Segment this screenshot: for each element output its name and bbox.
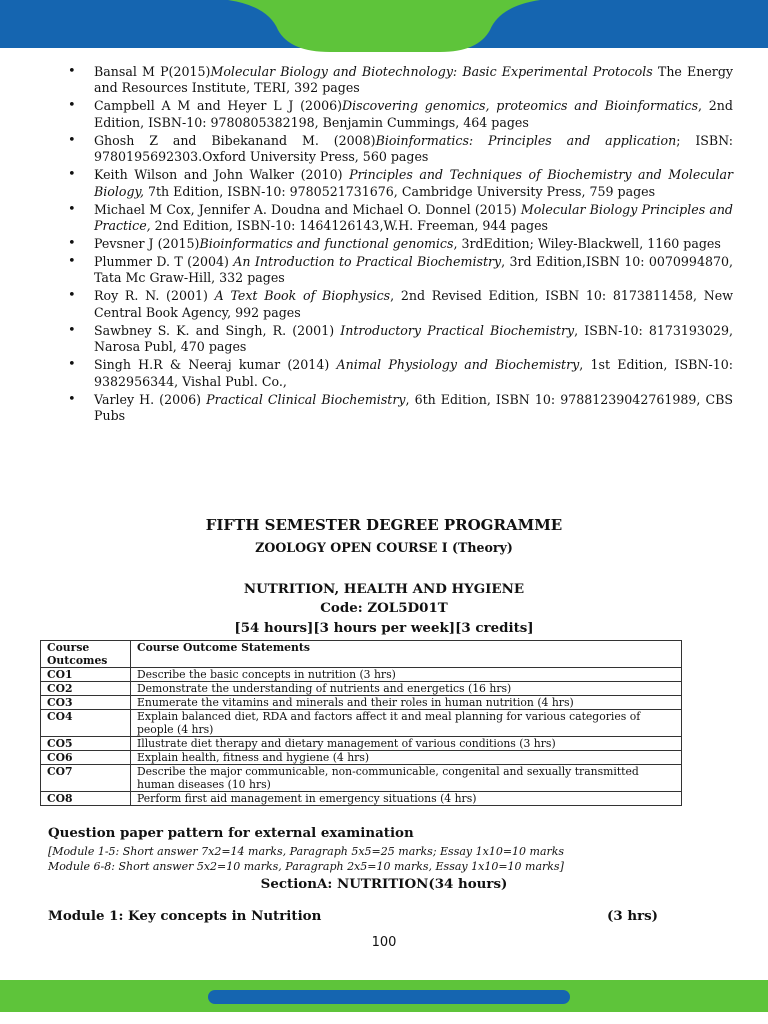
reference-item	[68, 392, 733, 425]
reference-authors: Bansal M P(2015)	[94, 64, 211, 79]
outcome-statement: Explain health, fitness and hygiene (4 hrs)	[131, 751, 682, 765]
reference-authors: Sawbney S. K. and Singh, R. (2001)	[94, 322, 341, 338]
footer-blue-pill	[208, 990, 570, 1004]
outcome-statement: Demonstrate the understanding of nutrients and energetics (16 hrs)	[131, 682, 682, 696]
course-outcomes-table	[40, 640, 682, 806]
table-header-row	[41, 641, 682, 668]
reference-authors: Pevsner J (2015)	[94, 236, 200, 252]
reference-details: The Energy and Resources Institute, TERI, 392 pages	[94, 64, 733, 96]
outcome-statement: Enumerate the vitamins and minerals and their roles in human nutrition (4 hrs)	[131, 696, 682, 710]
reference-title: Discovering genomics, proteomics and Bioinformatics	[342, 98, 699, 114]
reference-authors: Varley H. (2006)	[94, 391, 207, 407]
reference-title: Bioinformatics: Principles and application	[375, 132, 677, 148]
outcome-code: CO8	[41, 792, 131, 806]
reference-authors: Ghosh Z and Bibekanand M. (2008)	[94, 132, 376, 148]
outcome-statement: Describe the basic concepts in nutrition (3 hrs)	[131, 668, 682, 682]
reference-details: , 1st Edition, ISBN-10: 9382956344, Vishal Publ. Co.,	[94, 357, 733, 389]
reference-details: , 2nd Revised Edition, ISBN 10: 8173811458, New Central Book Agency, 992 pages	[94, 288, 733, 320]
reference-item	[68, 357, 733, 390]
reference-item	[68, 323, 733, 356]
reference-title: Principles and Techniques of Biochemistry and Molecular Biology,	[94, 167, 733, 199]
course-code: Code: ZOL5D01T	[320, 600, 448, 616]
reference-details: ; ISBN: 9780195692303.Oxford University Press, 560 pages	[94, 132, 733, 165]
table-row	[41, 792, 682, 806]
outcome-statement: Explain balanced diet, RDA and factors affect it and meal planning for various categories of people (4 hrs)	[131, 710, 682, 737]
reference-title: Bioinformatics and functional genomics	[199, 236, 454, 252]
outcome-code: CO2	[41, 682, 131, 696]
reference-item	[68, 98, 733, 131]
module-heading	[48, 908, 658, 924]
reference-item	[68, 202, 733, 235]
table-row	[41, 668, 682, 682]
footer-banner	[0, 980, 768, 1024]
reference-authors: Michael M Cox, Jennifer A. Doudna and Michael O. Donnel (2015)	[94, 201, 521, 217]
table-header-statements: Course Outcome Statements	[131, 641, 682, 668]
table-row	[41, 710, 682, 737]
table-row	[41, 737, 682, 751]
outcome-code: CO3	[41, 696, 131, 710]
reference-authors: Keith Wilson and John Walker (2010)	[94, 167, 350, 183]
reference-details: , 6th Edition, ISBN 10: 97881239042761989, CBS Pubs	[94, 391, 733, 424]
page-number: 100	[371, 935, 397, 950]
outcome-statement: Describe the major communicable, non-communicable, congenital and sexually transmitted human diseases (10 hrs)	[131, 765, 682, 792]
table-row	[41, 682, 682, 696]
outcome-code: CO6	[41, 751, 131, 765]
programme-heading: FIFTH SEMESTER DEGREE PROGRAMME	[205, 516, 563, 534]
reference-authors: Plummer D. T (2004)	[94, 254, 234, 270]
reference-details: , 3rd Edition,ISBN 10: 0070994870, Tata Mc Graw-Hill, 332 pages	[94, 254, 733, 286]
outcome-code: CO5	[41, 737, 131, 751]
reference-details: 7th Edition, ISBN-10: 9780521731676, Cambridge University Press, 759 pages	[143, 183, 656, 199]
reference-authors: Singh H.R & Neeraj kumar (2014)	[94, 357, 337, 373]
outcome-statement: Illustrate diet therapy and dietary management of various conditions (3 hrs)	[131, 737, 682, 751]
reference-details: , ISBN-10: 8173193029, Narosa Publ, 470 pages	[94, 322, 733, 355]
reference-item	[68, 64, 733, 97]
reference-title: An Introduction to Practical Biochemistry	[233, 254, 502, 270]
reference-authors: Campbell A M and Heyer L J (2006)	[94, 98, 343, 114]
reference-item	[68, 236, 733, 252]
outcome-statement: Perform first aid management in emergency situations (4 hrs)	[131, 792, 682, 806]
outcome-code: CO7	[41, 765, 131, 792]
reference-title: Molecular Biology Principles and Practice,	[94, 201, 733, 234]
reference-title: A Text Book of Biophysics	[214, 288, 391, 304]
module-hours: (3 hrs)	[607, 908, 658, 924]
reference-details: , 2nd Edition, ISBN-10: 9780805382198, Benjamin Cummings, 464 pages	[94, 98, 733, 130]
outcome-code: CO4	[41, 710, 131, 737]
question-paper-title: Question paper pattern for external examination	[48, 825, 414, 841]
table-header-outcomes: Course Outcomes	[41, 641, 131, 668]
reference-title: Practical Clinical Biochemistry	[206, 391, 406, 407]
reference-item	[68, 254, 733, 287]
outcome-code: CO1	[41, 668, 131, 682]
course-hours: [54 hours][3 hours per week][3 credits]	[234, 620, 534, 636]
table-row	[41, 765, 682, 792]
reference-list	[68, 64, 733, 426]
question-paper-line-2: Module 6-8: Short answer 5x2=10 marks, Paragraph 2x5=10 marks, Essay 1x10=10 marks]	[48, 860, 564, 873]
table-row	[41, 696, 682, 710]
reference-authors: Roy R. N. (2001)	[94, 288, 215, 304]
reference-title: Animal Physiology and Biochemistry	[336, 357, 580, 373]
section-title: SectionA: NUTRITION(34 hours)	[260, 876, 508, 892]
reference-details: 2nd Edition, ISBN-10: 1464126143,W.H. Freeman, 944 pages	[150, 218, 549, 234]
course-heading: ZOOLOGY OPEN COURSE I (Theory)	[255, 540, 513, 555]
module-title: Module 1: Key concepts in Nutrition	[48, 908, 322, 924]
reference-title: Introductory Practical Biochemistry	[340, 322, 575, 338]
question-paper-line-1: [Module 1-5: Short answer 7x2=14 marks, Paragraph 5x5=25 marks; Essay 1x10=10 marks	[48, 845, 565, 858]
header-banner	[0, 0, 768, 55]
reference-details: , 3rdEdition; Wiley-Blackwell, 1160 pages	[453, 236, 721, 252]
reference-item	[68, 133, 733, 166]
reference-item	[68, 288, 733, 321]
reference-item	[68, 167, 733, 200]
table-row	[41, 751, 682, 765]
course-title: NUTRITION, HEALTH AND HYGIENE	[243, 581, 525, 597]
reference-title: Molecular Biology and Biotechnology: Basic Experimental Protocols	[210, 64, 653, 79]
